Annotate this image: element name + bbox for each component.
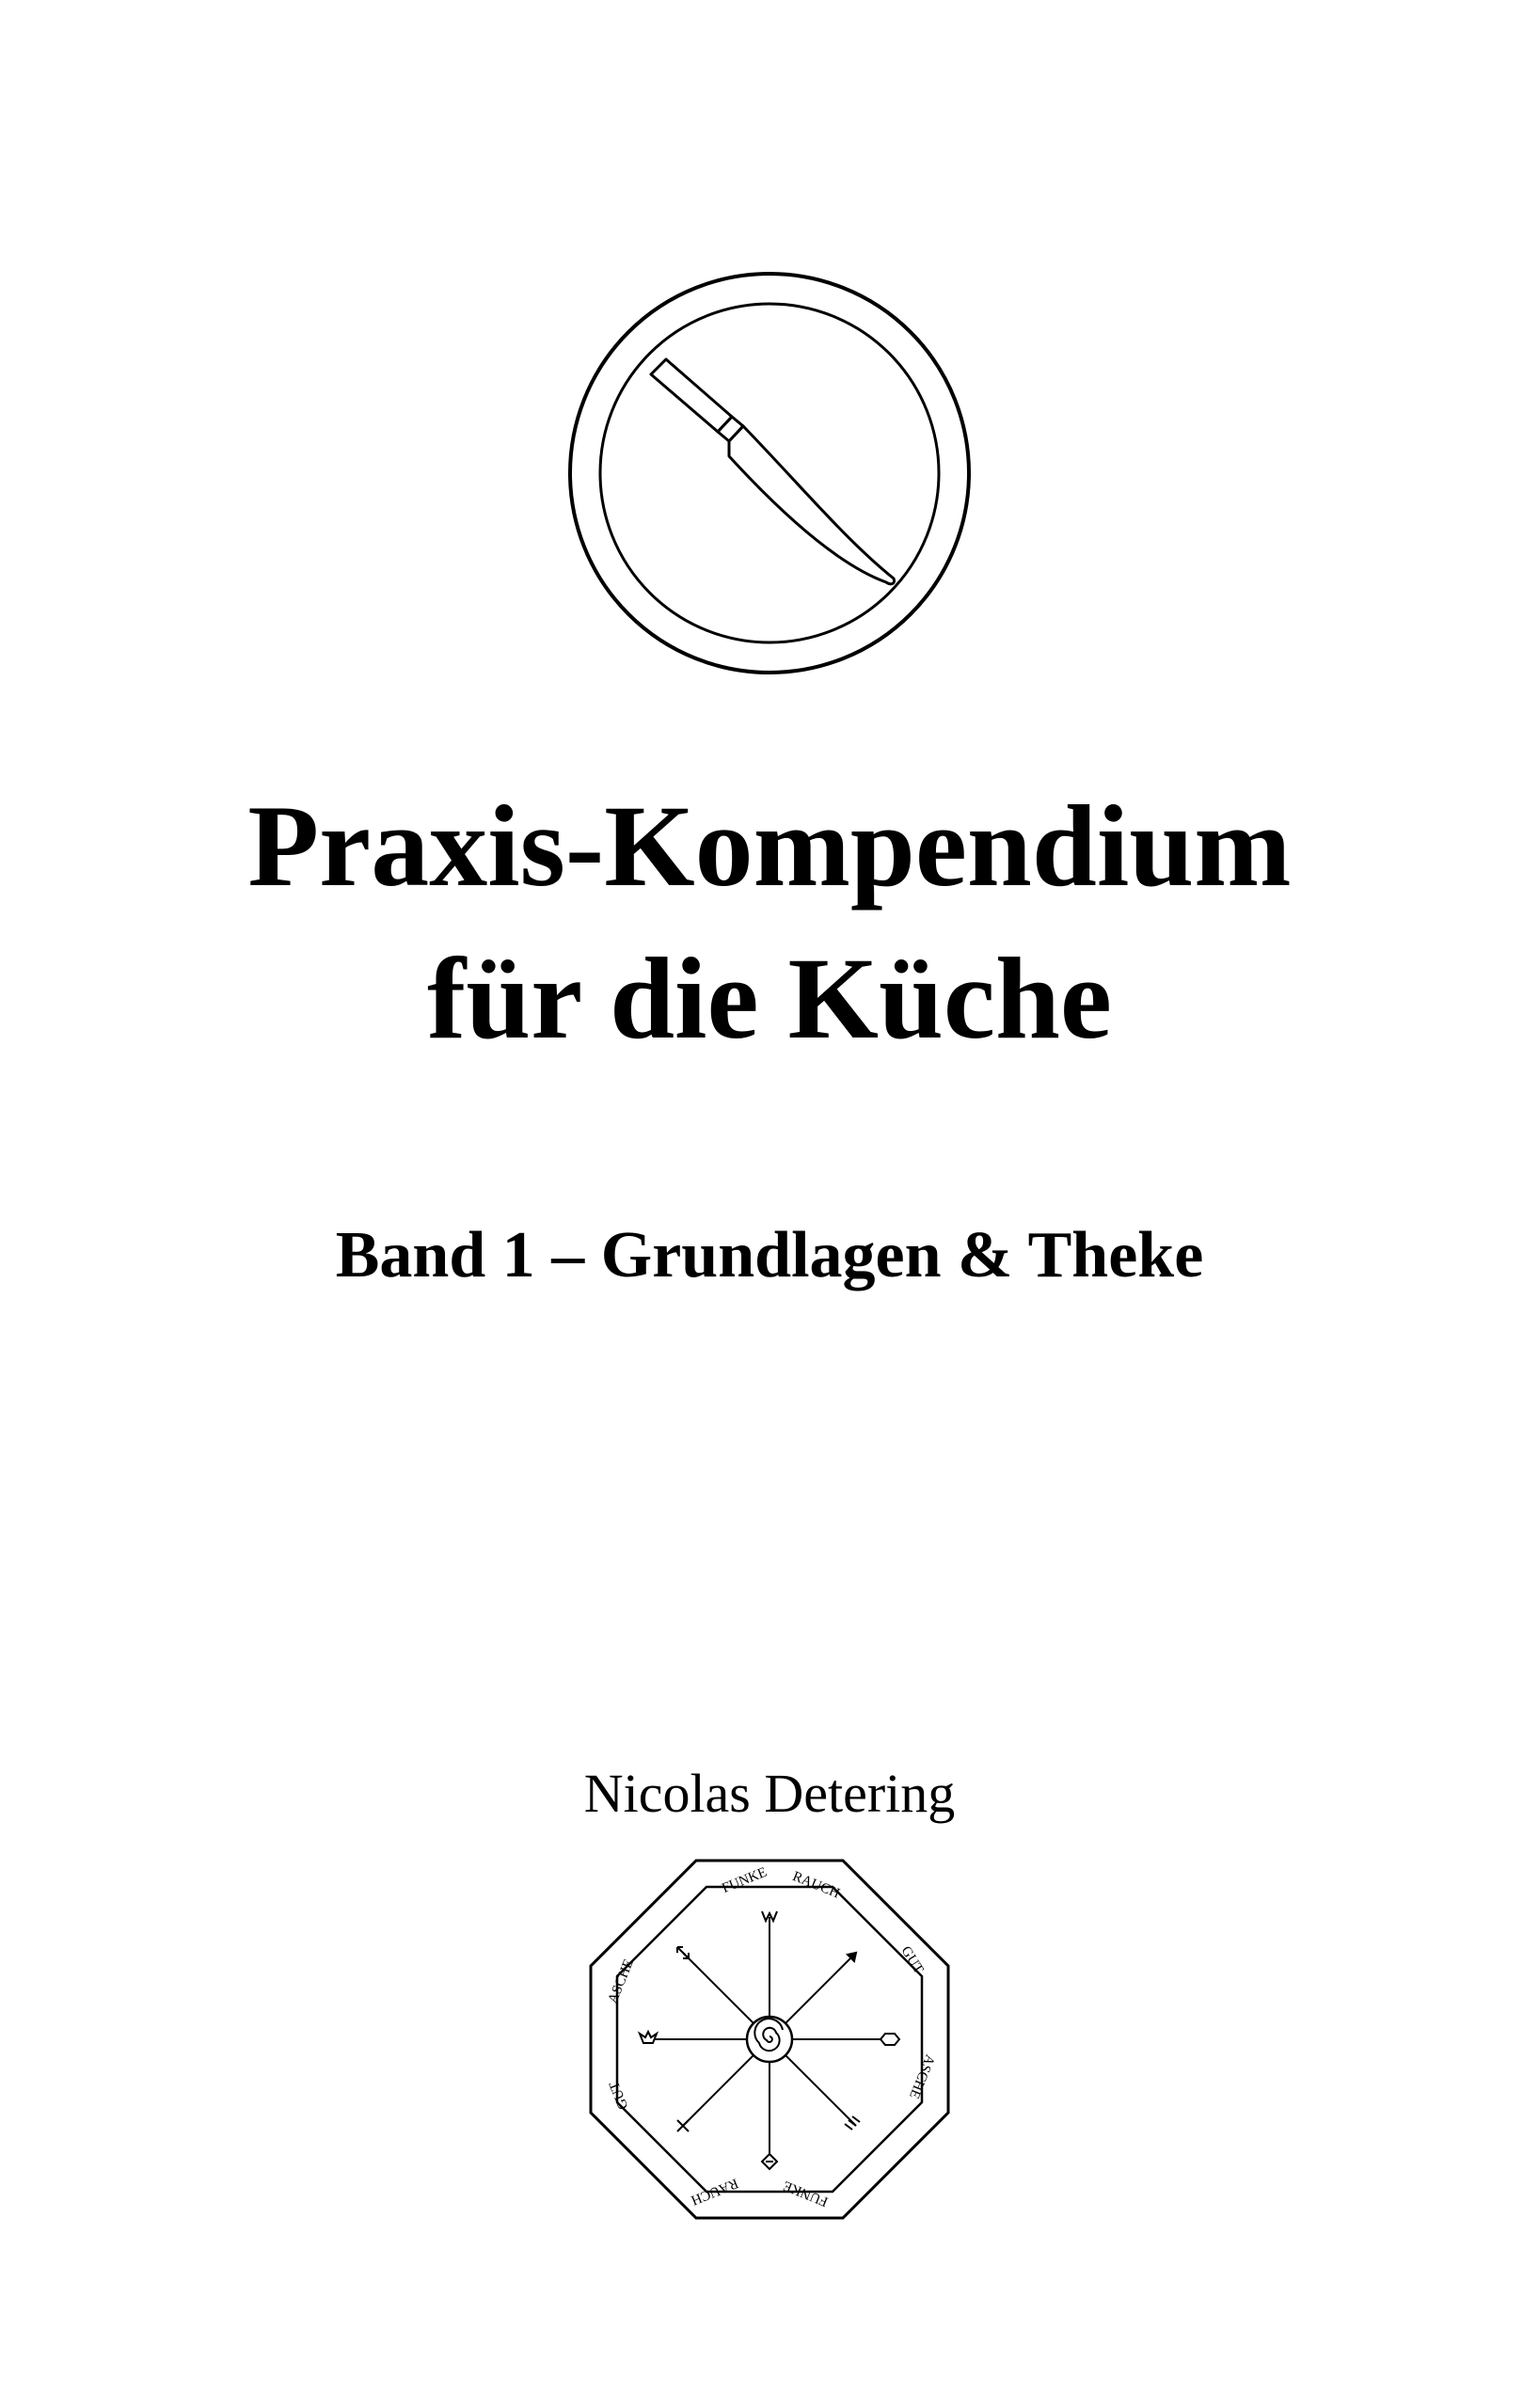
crown-glyph-icon bbox=[640, 2032, 657, 2043]
sigil-word: GUT bbox=[897, 1943, 927, 1977]
author-name: Nicolas Detering bbox=[583, 1763, 956, 1824]
title-line-1: Praxis-Kompendium bbox=[247, 782, 1292, 911]
double-arrow-icon bbox=[677, 1947, 689, 1958]
sigil-word: FUNKE bbox=[781, 2177, 831, 2210]
sigil-word: RAUCH bbox=[689, 2175, 740, 2208]
sigil-word: RAUCH bbox=[790, 1869, 842, 1902]
diamond-glyph-icon bbox=[762, 2154, 777, 2169]
title-line-2: für die Küche bbox=[427, 934, 1112, 1063]
sigil-word: ASCHE bbox=[605, 1956, 637, 2006]
subtitle: Band 1 – Grundlagen & Theke bbox=[335, 1219, 1204, 1291]
cross-glyph-icon bbox=[677, 2120, 689, 2131]
sigil-word: GUT bbox=[607, 2079, 632, 2112]
sigil-word: ASCHE bbox=[906, 2052, 938, 2101]
hexagon-icon bbox=[881, 2034, 899, 2045]
fork-glyph-icon bbox=[845, 2116, 860, 2130]
spiral-icon bbox=[747, 2017, 792, 2062]
chef-knife-in-circle-icon bbox=[564, 268, 975, 678]
sigil-word: FUNKE bbox=[720, 1864, 770, 1897]
octagon-compass-sigil-icon bbox=[581, 1851, 958, 2227]
